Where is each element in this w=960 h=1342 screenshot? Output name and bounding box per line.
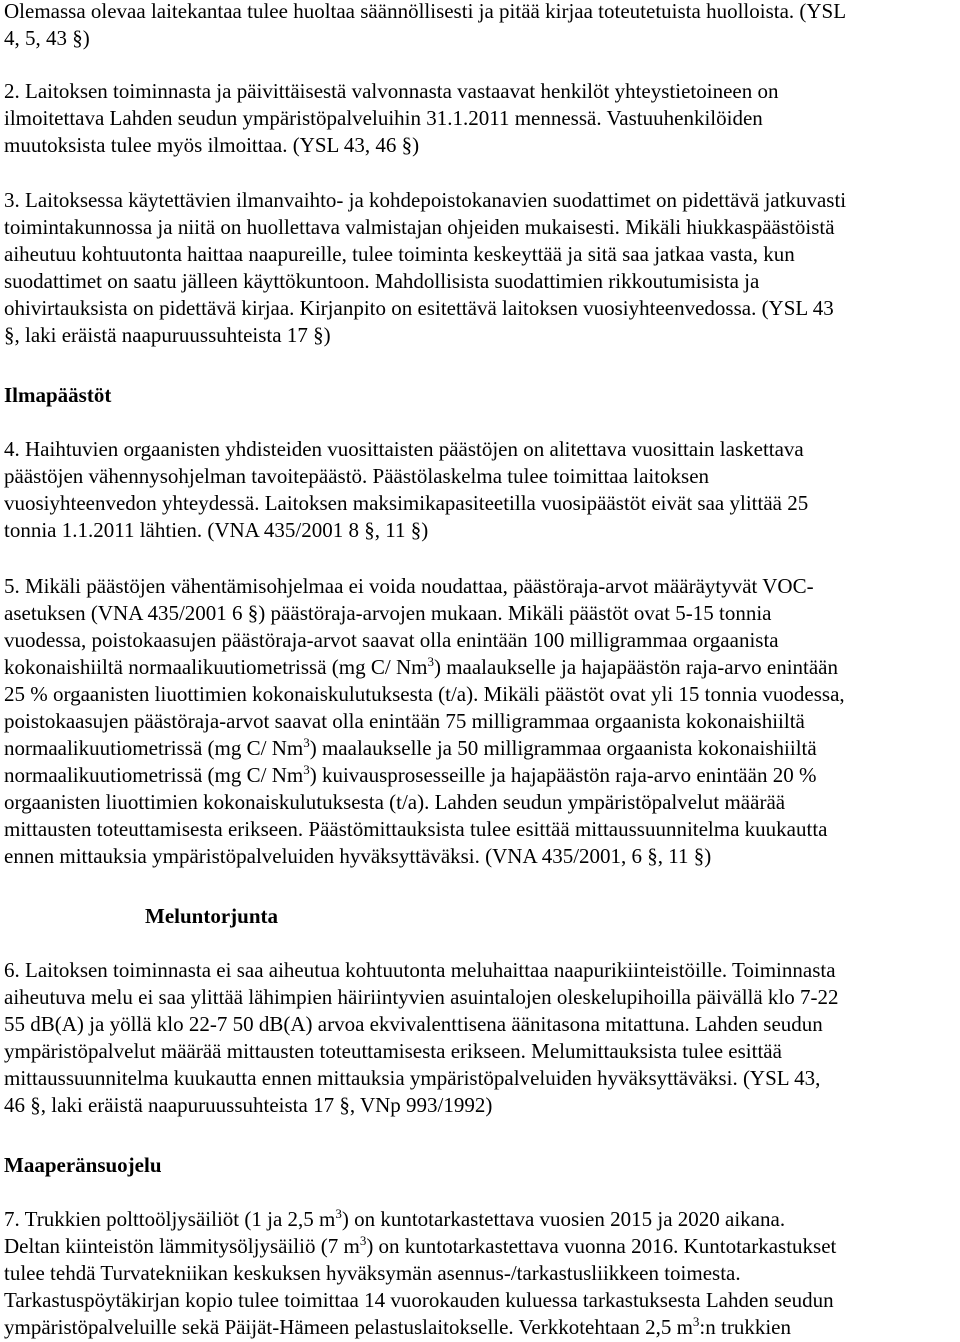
paragraph-3-filters xyxy=(4,187,956,349)
text-line: päästöjen vähennysohjelman tavoitepäästö. Päästölaskelma tulee toimittaa laitoksen xyxy=(4,464,710,488)
text-segment: Deltan kiinteistön lämmitysöljysäiliö (7 m xyxy=(4,1234,360,1258)
paragraph-maintenance xyxy=(4,0,956,52)
text-line: vuosiyhteenvedon yhteydessä. Laitoksen maksimikapasiteetilla vuosipäästöt eivät saa ylittää 25 xyxy=(4,491,809,515)
superscript: 3 xyxy=(335,1206,342,1221)
section-heading-air-emissions: Ilmapäästöt xyxy=(4,383,112,407)
text-line: poistokaasujen päästöraja-arvot saavat olla enintään 75 milligrammaa orgaanista kokonaishiiltä xyxy=(4,709,805,733)
superscript: 3 xyxy=(692,1314,700,1329)
text-line: toimintakunnossa ja niitä on huollettava valmistajan ohjeiden mukaisesti. Mikäli hiukkaspäästöistä xyxy=(4,215,835,239)
text-line: vuodessa, poistokaasujen päästöraja-arvot saavat olla enintään 100 milligrammaa orgaanista xyxy=(4,628,779,652)
text-line: ilmoitettava Lahden seudun ympäristöpalveluihin 31.1.2011 mennessä. Vastuuhenkilöiden xyxy=(4,106,763,130)
text-line: suodattimet on saatu jälleen käyttökuntoon. Mahdollisista suodattimien rikkoutumisista ja xyxy=(4,269,760,293)
paragraph-7-oil-tanks xyxy=(4,1206,956,1341)
superscript: 3 xyxy=(359,1233,367,1248)
superscript: 3 xyxy=(303,762,310,777)
text-line: orgaanisten liuottimien kokonaiskulutuksesta (t/a). Lahden seudun ympäristöpalvelut määrää xyxy=(4,790,786,814)
paragraph-5-emission-limits xyxy=(4,573,956,870)
text-line: 5. Mikäli päästöjen vähentämisohjelmaa ei voida noudattaa, päästöraja-arvot määräytyvät VOC- xyxy=(4,574,814,598)
text-line: Olemassa olevaa laitekantaa tulee huoltaa säännöllisesti ja pitää kirjaa toteutetuista huolloista. (YSL xyxy=(4,0,847,23)
text-segment: ympäristöpalveluille sekä Päijät-Hämeen pelastuslaitokselle. Verkkotehtaan 2,5 m xyxy=(4,1315,693,1339)
text-line: muutoksista tulee myös ilmoittaa. (YSL 43, 46 §) xyxy=(4,133,420,157)
paragraph-2-contact-persons xyxy=(4,78,956,159)
text-segment: ) on kuntotarkastettava vuosien 2015 ja 2020 aikana. xyxy=(341,1207,786,1231)
text-line: 4, 5, 43 §) xyxy=(4,26,90,50)
section-heading-noise-control: Meluntorjunta xyxy=(145,904,278,928)
text-segment: ) on kuntotarkastettava vuonna 2016. Kuntotarkastukset xyxy=(366,1234,837,1258)
text-segment: normaalikuutiometrissä (mg C/ Nm xyxy=(4,763,304,787)
text-segment: ) maalaukselle ja hajapäästön raja-arvo enintään xyxy=(433,655,838,679)
text-line: aiheutuu kohtuutonta haittaa naapureille, tulee toiminta keskeyttää ja sitä saa jatkaa vasta, kun xyxy=(4,242,795,266)
text-line xyxy=(4,654,956,681)
text-segment: ) kuivausprosesseille ja hajapäästön raja-arvo enintään 20 % xyxy=(309,763,817,787)
text-line: ympäristöpalvelut määrää mittausten toteuttamisesta erikseen. Melumittauksista tulee esittää xyxy=(4,1039,782,1063)
text-line: §, laki eräistä naapuruussuhteista 17 §) xyxy=(4,323,331,347)
text-line xyxy=(4,1314,956,1341)
text-line: mittaussuunnitelma kuukautta ennen mittauksia ympäristöpalveluiden hyväksyttäväksi. (YSL 43, xyxy=(4,1066,821,1090)
text-segment: kokonaishiiltä normaalikuutiometrissä (mg C/ Nm xyxy=(4,655,428,679)
text-segment: :n trukkien xyxy=(699,1315,791,1339)
text-line: 46 §, laki eräistä naapuruussuhteista 17 §, VNp 993/1992) xyxy=(4,1093,493,1117)
text-line: 25 % orgaanisten liuottimien kokonaiskulutuksesta (t/a). Mikäli päästöt ovat yli 15 tonnia vuodessa, xyxy=(4,682,845,706)
text-line xyxy=(4,1233,956,1260)
text-line: Tarkastuspöytäkirjan kopio tulee toimittaa 14 vuorokauden kuluessa tarkastuksesta Lahden seudun xyxy=(4,1288,834,1312)
paragraph-4-voc-emissions xyxy=(4,436,956,544)
text-line: 2. Laitoksen toiminnasta ja päivittäisestä valvonnasta vastaavat henkilöt yhteystietoineen on xyxy=(4,79,779,103)
text-segment: 7. Trukkien polttoöljysäiliöt (1 ja 2,5 m xyxy=(4,1207,336,1231)
text-line: aiheutuva melu ei saa ylittää lähimpien häiriintyvien asuintalojen oleskelupihoilla päivällä klo 7-22 xyxy=(4,985,839,1009)
text-line: 55 dB(A) ja yöllä klo 22-7 50 dB(A) arvoa ekvivalenttisena äänitasona mitattuna. Lahden seudun xyxy=(4,1012,823,1036)
text-line: 4. Haihtuvien orgaanisten yhdisteiden vuosittaisten päästöjen on alitettava vuosittain laskettava xyxy=(4,437,804,461)
text-line: tonnia 1.1.2011 lähtien. (VNA 435/2001 8 §, 11 §) xyxy=(4,518,429,542)
text-line: ennen mittauksia ympäristöpalveluiden hyväksyttäväksi. (VNA 435/2001, 6 §, 11 §) xyxy=(4,844,712,868)
section-heading-soil-protection: Maaperänsuojelu xyxy=(4,1153,162,1177)
text-line: ohivirtauksista on pidettävä kirjaa. Kirjanpito on esitettävä laitoksen vuosiyhteenvedossa. (YSL 43 xyxy=(4,296,834,320)
text-line xyxy=(4,1206,956,1233)
text-line: asetuksen (VNA 435/2001 6 §) päästöraja-arvojen mukaan. Mikäli päästöt ovat 5-15 tonnia xyxy=(4,601,772,625)
paragraph-6-noise xyxy=(4,957,956,1119)
superscript: 3 xyxy=(427,654,434,669)
text-line xyxy=(4,735,956,762)
text-line: 3. Laitoksessa käytettävien ilmanvaihto- ja kohdepoistokanavien suodattimet on pidettävä jatkuvasti xyxy=(4,188,847,212)
text-line xyxy=(4,762,956,789)
text-segment: normaalikuutiometrissä (mg C/ Nm xyxy=(4,736,304,760)
text-segment: ) maalaukselle ja 50 milligrammaa orgaanista kokonaishiiltä xyxy=(309,736,817,760)
text-line: tulee tehdä Turvatekniikan keskuksen hyväksymän asennus-/tarkastusliikkeen toimesta. xyxy=(4,1261,741,1285)
superscript: 3 xyxy=(303,735,310,750)
text-line: mittausten toteuttamisesta erikseen. Päästömittauksista tulee esittää mittaussuunnitelma kuukautta xyxy=(4,817,828,841)
text-line: 6. Laitoksen toiminnasta ei saa aiheutua kohtuutonta meluhaittaa naapurikiinteistöille. Toiminnasta xyxy=(4,958,836,982)
